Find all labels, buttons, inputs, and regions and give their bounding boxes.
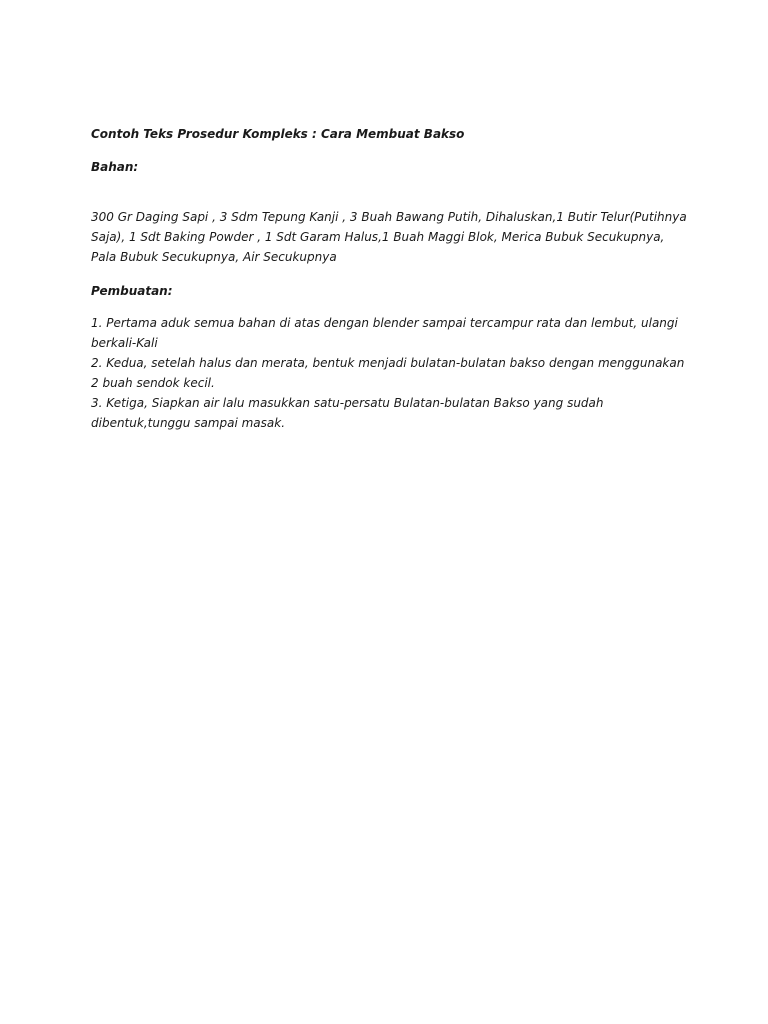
document-body <box>91 124 691 433</box>
document-title: Contoh Teks Prosedur Kompleks : Cara Membuat Bakso <box>91 127 465 141</box>
bahan-heading: Bahan: <box>91 160 139 174</box>
step-3: 3. Ketiga, Siapkan air lalu masukkan satu-persatu Bulatan-bulatan Bakso yang sudah dibentuk,tunggu sampai masak. <box>91 396 604 430</box>
ingredients-paragraph: 300 Gr Daging Sapi , 3 Sdm Tepung Kanji , 3 Buah Bawang Putih, Dihaluskan,1 Butir Telur(Putihnya Saja), 1 Sdt Baking Powder , 1 Sdt Garam Halus,1 Buah Maggi Blok, Merica Bubuk Secukupnya, Pala Bubuk Secukupnya, Air Secukupnya <box>91 210 687 264</box>
pembuatan-heading: Pembuatan: <box>91 284 173 298</box>
steps-list <box>91 313 691 433</box>
step-2: 2. Kedua, setelah halus dan merata, bentuk menjadi bulatan-bulatan bakso dengan menggunakan 2 buah sendok kecil. <box>91 356 685 390</box>
step-1: 1. Pertama aduk semua bahan di atas dengan blender sampai tercampur rata dan lembut, ulangi berkali-Kali <box>91 316 678 350</box>
